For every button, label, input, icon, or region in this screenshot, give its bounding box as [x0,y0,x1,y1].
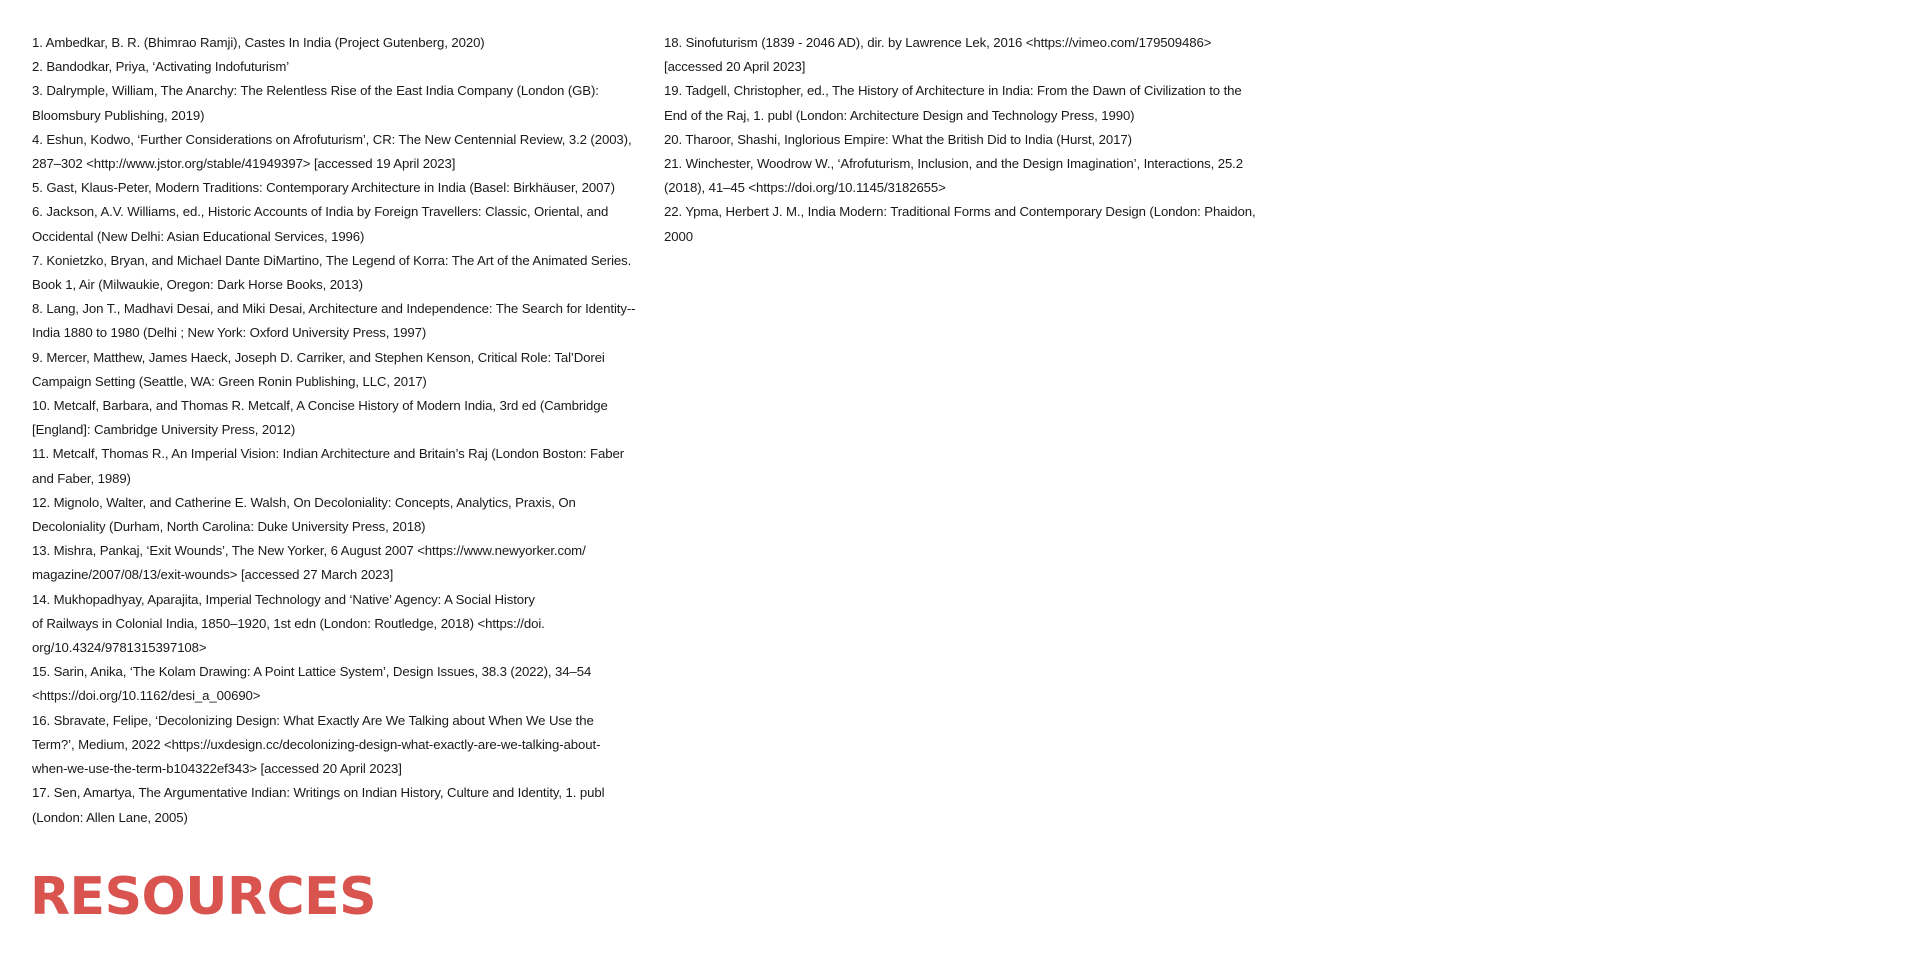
reference-line: 287–302 <http://www.jstor.org/stable/41949397> [accessed 19 April 2023] [32,156,456,172]
reference-line: org/10.4324/9781315397108> [32,640,207,656]
references-list-left [32,31,650,830]
reference-item [32,394,650,442]
reference-line: 15. Sarin, Anika, ‘The Kolam Drawing: A Point Lattice System’, Design Issues, 38.3 (2022), 34–54 [32,664,592,680]
reference-item [32,249,650,297]
reference-line: magazine/2007/08/13/exit-wounds> [accessed 27 March 2023] [32,567,394,583]
reference-item [32,55,650,79]
reference-item [32,491,650,539]
reference-line: 7. Konietzko, Bryan, and Michael Dante DiMartino, The Legend of Korra: The Art of the Animated Series. [32,252,632,268]
reference-line: Campaign Setting (Seattle, WA: Green Ronin Publishing, LLC, 2017) [32,373,427,389]
reference-line: 10. Metcalf, Barbara, and Thomas R. Metcalf, A Concise History of Modern India, 3rd ed (Cambridge [32,398,608,414]
reference-line: when-we-use-the-term-b104322ef343> [accessed 20 April 2023] [32,761,402,777]
reference-item [32,297,650,345]
reference-line: [accessed 20 April 2023] [664,59,806,75]
reference-item [664,31,1284,79]
reference-line: Bloomsbury Publishing, 2019) [32,107,205,123]
reference-line: and Faber, 1989) [32,470,131,486]
reference-item [32,200,650,248]
reference-line: 12. Mignolo, Walter, and Catherine E. Walsh, On Decoloniality: Concepts, Analytics, Praxis, On [32,494,576,510]
reference-line: 21. Winchester, Woodrow W., ‘Afrofuturism, Inclusion, and the Design Imagination’, Interactions, 25.2 [664,156,1243,172]
reference-line: 13. Mishra, Pankaj, ‘Exit Wounds’, The New Yorker, 6 August 2007 <https://www.newyorker.com/ [32,543,586,559]
reference-item [32,442,650,490]
reference-item [664,79,1284,127]
reference-line: <https://doi.org/10.1162/desi_a_00690> [32,688,261,704]
reference-item [32,709,650,782]
reference-item [32,128,650,176]
reference-line: 18. Sinofuturism (1839 - 2046 AD), dir. by Lawrence Lek, 2016 <https://vimeo.com/179509486> [664,35,1212,50]
reference-item [32,31,650,55]
reference-line: 6. Jackson, A.V. Williams, ed., Historic Accounts of India by Foreign Travellers: Classic, Oriental, and [32,204,609,220]
reference-line: 22. Ypma, Herbert J. M., India Modern: Traditional Forms and Contemporary Design (London: Phaidon, [664,204,1256,220]
reference-line: 9. Mercer, Matthew, James Haeck, Joseph D. Carriker, and Stephen Kenson, Critical Role: Tal’Dorei [32,349,605,365]
reference-line: 20. Tharoor, Shashi, Inglorious Empire: What the British Did to India (Hurst, 2017) [664,131,1132,147]
reference-line: End of the Raj, 1. publ (London: Architecture Design and Technology Press, 1990) [664,107,1135,123]
reference-line: 2. Bandodkar, Priya, ‘Activating Indofuturism’ [32,59,290,75]
reference-line: 4. Eshun, Kodwo, ‘Further Considerations on Afrofuturism’, CR: The New Centennial Review, 3.2 (2003), [32,131,632,147]
reference-line: 16. Sbravate, Felipe, ‘Decolonizing Design: What Exactly Are We Talking about When We Use the [32,712,594,728]
reference-item [32,176,650,200]
reference-item [664,152,1284,200]
reference-line: 17. Sen, Amartya, The Argumentative Indian: Writings on Indian History, Culture and Identity, 1. publ [32,785,605,801]
reference-item [664,200,1284,248]
reference-line: 19. Tadgell, Christopher, ed., The History of Architecture in India: From the Dawn of Civilization to the [664,83,1242,99]
reference-item [664,128,1284,152]
reference-item [32,588,650,661]
reference-line: Occidental (New Delhi: Asian Educational Services, 1996) [32,228,365,244]
reference-line: Book 1, Air (Milwaukie, Oregon: Dark Horse Books, 2013) [32,277,363,293]
reference-line: [England]: Cambridge University Press, 2012) [32,422,296,438]
reference-item [32,539,650,587]
reference-line: Decoloniality (Durham, North Carolina: Duke University Press, 2018) [32,519,426,535]
reference-item [32,79,650,127]
page-title: RESOURCES [30,867,377,927]
reference-line: 5. Gast, Klaus-Peter, Modern Traditions: Contemporary Architecture in India (Basel: Birkhäuser, 2007) [32,180,615,196]
reference-line: of Railways in Colonial India, 1850–1920, 1st edn (London: Routledge, 2018) <https://doi. [32,615,545,631]
reference-line: 14. Mukhopadhyay, Aparajita, Imperial Technology and ‘Native’ Agency: A Social History [32,591,535,607]
reference-line: 8. Lang, Jon T., Madhavi Desai, and Miki Desai, Architecture and Independence: The Search for Identity-- [32,301,636,317]
references-list-right [664,31,1284,249]
reference-line: 11. Metcalf, Thomas R., An Imperial Vision: Indian Architecture and Britain’s Raj (London Boston: Faber [32,446,625,462]
reference-item [32,781,650,829]
reference-line: (London: Allen Lane, 2005) [32,809,188,825]
reference-line: (2018), 41–45 <https://doi.org/10.1145/3182655> [664,180,946,196]
reference-line: India 1880 to 1980 (Delhi ; New York: Oxford University Press, 1997) [32,325,427,341]
reference-line: 3. Dalrymple, William, The Anarchy: The Relentless Rise of the East India Company (London (GB): [32,83,599,99]
reference-line: 2000 [664,228,693,244]
reference-item [32,346,650,394]
reference-item [32,660,650,708]
reference-line: 1. Ambedkar, B. R. (Bhimrao Ramji), Castes In India (Project Gutenberg, 2020) [32,35,485,50]
reference-line: Term?’, Medium, 2022 <https://uxdesign.cc/decolonizing-design-what-exactly-are-we-talking-about- [32,736,601,752]
